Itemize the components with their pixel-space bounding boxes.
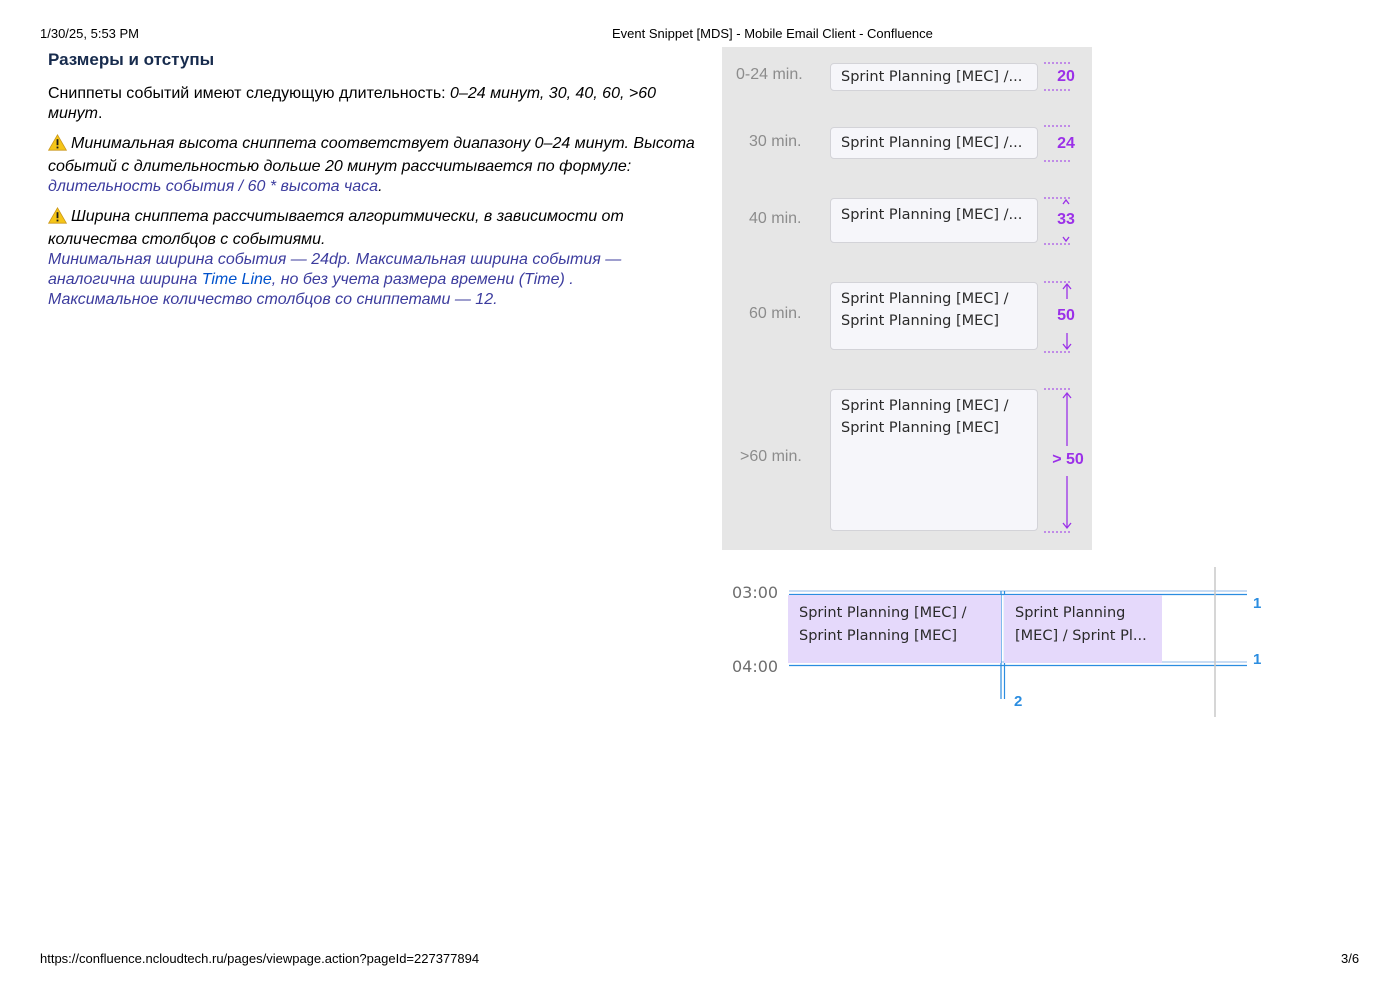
event-snippet: Sprint Planning [MEC] /... — [830, 198, 1038, 243]
height-formula: длительность события / 60 * высота часа — [48, 178, 379, 195]
snippet-line: Sprint Planning [MEC] — [841, 313, 1000, 329]
height-value: 20 — [1057, 68, 1075, 85]
height-dimension — [1040, 125, 1092, 162]
snippet-line: Sprint Planning [MEC] / — [841, 398, 1009, 414]
height-dimension — [1040, 388, 1092, 533]
height-dimension — [1040, 197, 1092, 245]
event-snippet-2 — [1004, 595, 1162, 663]
event-snippet — [830, 282, 1038, 350]
gap-top-value: 1 — [1253, 595, 1262, 612]
page-title: Event Snippet [MDS] - Mobile Email Client - Confluence — [612, 26, 933, 41]
snippet-line: [MEC] / Sprint Pl... — [1015, 628, 1147, 644]
after-link-text: , но без учета размера времени (Time) . — [271, 271, 574, 288]
content-text — [48, 50, 698, 320]
height-value: 24 — [1057, 135, 1075, 152]
gap-between-value: 2 — [1014, 693, 1023, 710]
durations-paragraph — [48, 84, 698, 124]
duration-label: >60 min. — [740, 448, 802, 465]
height-dimension — [1040, 62, 1092, 91]
width-note — [48, 207, 698, 310]
page-number: 3/6 — [1341, 951, 1360, 966]
duration-label: 30 min. — [749, 133, 802, 150]
height-dimension — [1040, 281, 1092, 353]
snippet-line: Sprint Planning [MEC] / — [799, 605, 967, 621]
event-snippet-1 — [788, 595, 1001, 663]
duration-label: 0-24 min. — [736, 66, 803, 83]
min-height-note — [48, 134, 698, 197]
duration-label: 40 min. — [749, 210, 802, 227]
height-value: > 50 — [1052, 451, 1084, 468]
snippet-line: Sprint Planning [MEC] — [799, 628, 958, 644]
durations-illustration — [722, 47, 1092, 550]
warning-icon — [48, 134, 67, 157]
min-height-end: . — [378, 178, 383, 195]
duration-label: 60 min. — [749, 305, 802, 322]
section-heading: Размеры и отступы — [48, 50, 215, 69]
spacing-illustration — [722, 562, 1282, 722]
warning-icon — [48, 207, 67, 230]
event-snippet — [830, 389, 1038, 531]
print-datetime: 1/30/25, 5:53 PM — [40, 26, 140, 41]
max-columns-text: Максимальное количество столбцов со сниппетами — 12. — [48, 291, 498, 308]
min-height-text: Минимальная высота сниппета соответствует диапазону 0–24 минут. Высота событий с длительностью дольше 20 минут рассчитывается по формуле: — [48, 135, 695, 175]
time-label-end: 04:00 — [732, 657, 779, 676]
durations-prefix: Сниппеты событий имеют следующую длительность: — [48, 85, 451, 102]
snippet-line: Sprint Planning [MEC] / — [841, 291, 1009, 307]
gap-bottom-value: 1 — [1253, 651, 1262, 668]
width-note-text: Ширина сниппета рассчитывается алгоритмически, в зависимости от количества столбцов с событиями. — [48, 208, 624, 248]
durations-list: 0–24 минут, 30, 40, 60, >60 минут — [48, 85, 656, 122]
page-url: https://confluence.ncloudtech.ru/pages/viewpage.action?pageId=227377894 — [40, 951, 480, 966]
time-label-start: 03:00 — [732, 583, 779, 602]
height-value: 33 — [1057, 211, 1075, 228]
event-snippet: Sprint Planning [MEC] /... — [830, 63, 1038, 91]
min-width-text: Минимальная ширина события — 24dp. Максимальная ширина события — аналогична ширина — [48, 251, 622, 288]
durations-suffix: . — [98, 105, 103, 122]
time-line-link[interactable]: Time Line — [201, 271, 272, 288]
snippet-line: Sprint Planning [MEC] — [841, 420, 1000, 436]
event-snippet: Sprint Planning [MEC] /... — [830, 127, 1038, 159]
height-value: 50 — [1057, 307, 1075, 324]
snippet-line: Sprint Planning — [1015, 605, 1126, 621]
